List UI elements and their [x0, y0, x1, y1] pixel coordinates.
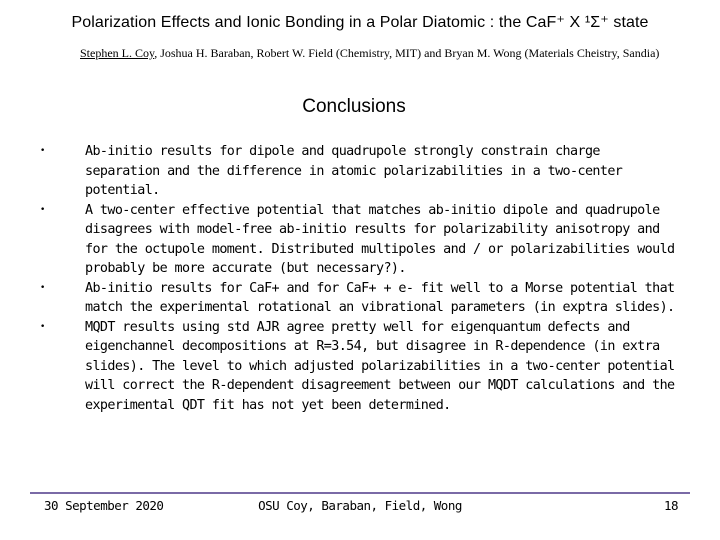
- footer-divider: [30, 492, 690, 494]
- slide-title: Polarization Effects and Ionic Bonding in a Polar Diatomic : the CaF⁺ X ¹Σ⁺ state: [71, 14, 649, 31]
- co-authors: , Joshua H. Baraban, Robert W. Field (Chemistry, MIT) and Bryan M. Wong (Materials Cheistry, Sandia): [154, 46, 660, 60]
- bullet-icon: •: [40, 146, 45, 156]
- bullet-text: Ab-initio results for CaF+ and for CaF+ + e- fit well to a Morse potential that match the experimental rotational an vibrational parameters (in exptra slides).: [85, 280, 675, 315]
- bullet-icon: •: [40, 321, 45, 332]
- footer-authors: OSU Coy, Baraban, Field, Wong: [258, 498, 462, 513]
- bullet-text: A two-center effective potential that matches ab-initio dipole and quadrupole disagrees with model-free ab-initio results for polarizability anisotropy and for the octupole moment. Distributed multipoles and / or polarizabilities would probably be more accurate (but necessary?).: [85, 202, 675, 276]
- list-item: [40, 142, 680, 201]
- first-author: Stephen L. Coy: [80, 46, 155, 60]
- bullet-text: Ab-initio results for dipole and quadrupole strongly constrain charge separation and the difference in atomic polarizabilities in a two-center potential.: [85, 144, 623, 198]
- list-item: [40, 279, 680, 318]
- section-heading: Conclusions: [302, 96, 406, 117]
- list-item: [40, 201, 680, 279]
- bullet-icon: •: [40, 204, 45, 215]
- bullet-text: MQDT results using std AJR agree pretty well for eigenquantum defects and eigenchannel decompositions at R=3.54, but disagree in R-dependence (in extra slides). The level to which adjusted polarizabilities in a two-center potential will correct the R-dependent disagreement between our MQDT calculations and the experimental QDT fit has not yet been determined.: [85, 319, 675, 413]
- page-number: 18: [663, 498, 678, 513]
- conclusions-list: [40, 142, 680, 415]
- author-line: [80, 46, 700, 61]
- bullet-icon: •: [40, 282, 45, 293]
- list-item: [40, 318, 680, 416]
- footer-date: 30 September 2020: [44, 498, 164, 513]
